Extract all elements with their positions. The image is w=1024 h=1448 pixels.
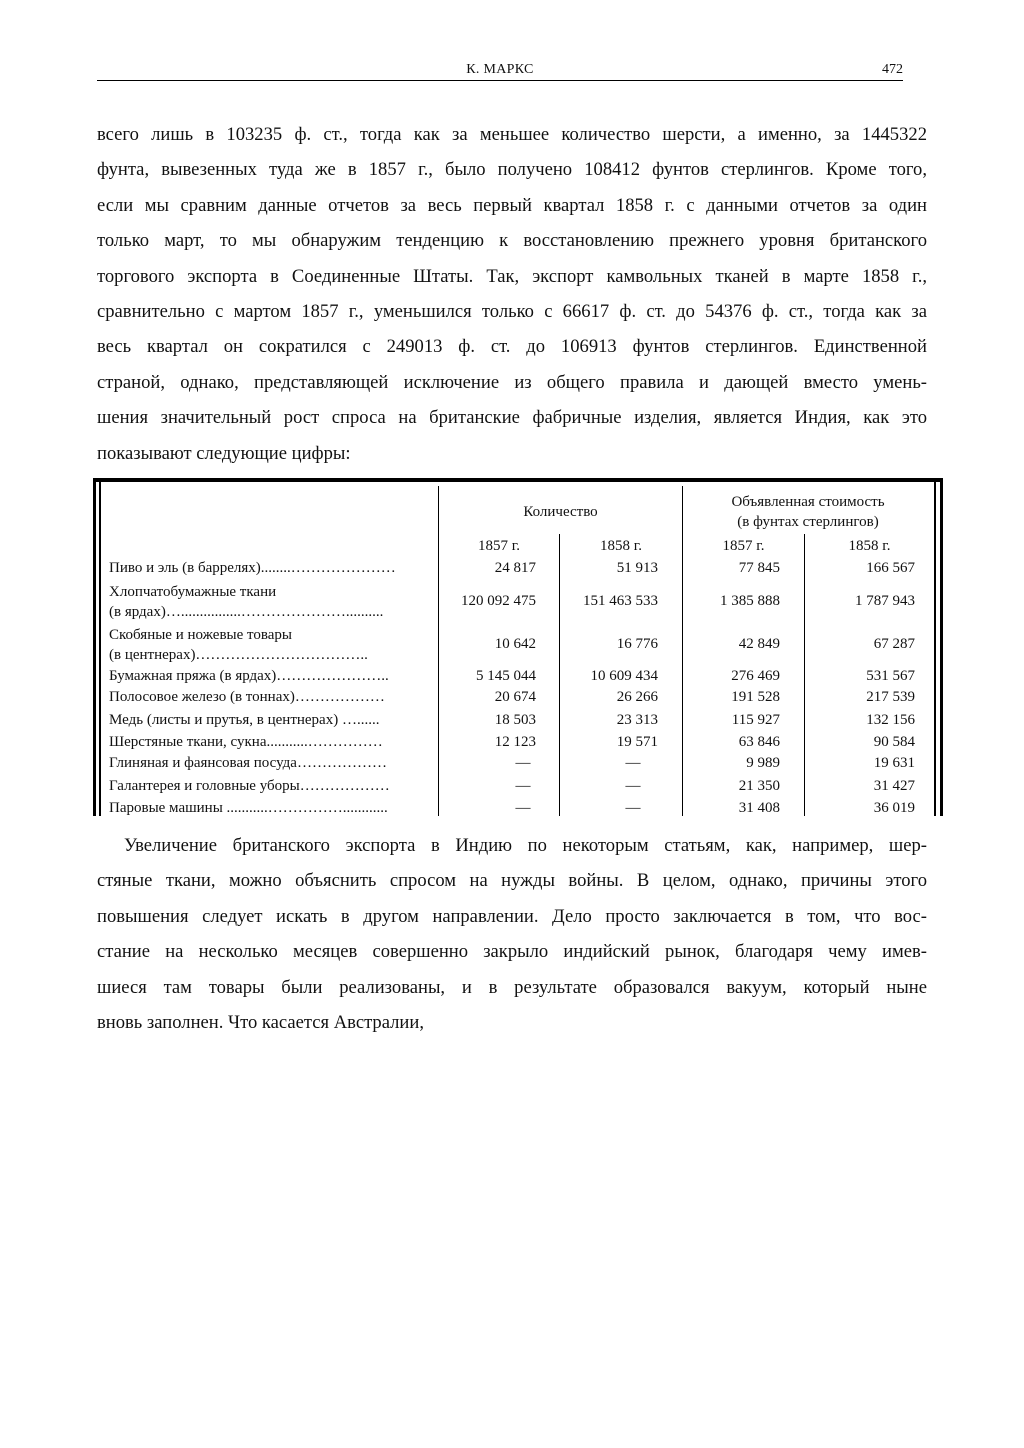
year-header: 1858 г. (600, 538, 642, 554)
text-line: если мы сравним данные отчетов за весь первый квартал 1858 г. с данными отчетов за один (97, 194, 927, 216)
table-row-label: Полосовое железо (в тоннах)……………… (109, 689, 385, 705)
table-row-label: Галантерея и головные уборы……………… (109, 778, 390, 794)
table-right-border (940, 482, 943, 816)
header-value-line2: (в фунтах стерлингов) (737, 514, 879, 530)
cell-value-1857: 21 350 (738, 778, 780, 794)
cell-value-1858: 531 567 (866, 668, 915, 684)
cell-value-1858: 132 156 (866, 712, 915, 728)
cell-value-1857: 31 408 (738, 800, 780, 816)
cell-value-1858: 19 631 (873, 755, 915, 771)
cell-value-1857: 77 845 (738, 560, 780, 576)
text-line: сравнительно с мартом 1857 г., уменьшился только с 66617 ф. ст. до 54376 ф. ст., тогда как за (97, 300, 927, 322)
text-line: всего лишь в 103235 ф. ст., тогда как за меньшее количество шерсти, а именно, за 1445322 (97, 124, 927, 145)
header-value-line1: Объявленная стоимость (731, 494, 885, 510)
cell-quantity-1857: 10 642 (494, 636, 536, 652)
text-line: торгового экспорта в Соединенные Штаты. Так, экспорт камвольных тканей в марте 1858 г., (97, 265, 927, 287)
cell-quantity-1857: 18 503 (494, 712, 536, 728)
cell-value-1857: 1 385 888 (720, 593, 780, 609)
table-row-label: Медь (листы и прутья, в центнерах) …...... (109, 712, 380, 728)
cell-value-1858: 31 427 (873, 778, 915, 794)
paragraph-2 (97, 828, 927, 1040)
cell-quantity-1858: — (625, 800, 641, 816)
cell-value-1858: 36 019 (873, 800, 915, 816)
cell-value-1858: 90 584 (873, 734, 915, 750)
cell-value-1857: 115 927 (731, 712, 780, 728)
text-line: повышения следует искать в другом направлении. Дело просто заключается в том, что вос- (97, 905, 927, 927)
cell-quantity-1858: 19 571 (616, 734, 658, 750)
cell-quantity-1858: — (625, 755, 641, 771)
year-header: 1858 г. (848, 538, 891, 554)
cell-quantity-1857: 12 123 (494, 734, 536, 750)
cell-quantity-1858: 16 776 (616, 636, 658, 652)
table-row-label: Бумажная пряжа (в ярдах)………………….. (109, 668, 389, 684)
table-row-label: Пиво и эль (в баррелях)........………………… (109, 560, 396, 576)
cell-value-1857: 9 989 (746, 755, 780, 771)
text-line: стяные ткани, можно объяснить спросом на нужды войны. В целом, однако, причины этого (97, 870, 927, 892)
paragraph-1 (97, 117, 927, 471)
cell-quantity-1857: — (515, 800, 531, 816)
cell-quantity-1857: 24 817 (494, 560, 536, 576)
cell-quantity-1858: 23 313 (616, 712, 658, 728)
running-header (97, 60, 903, 81)
table-left-border-inner (99, 482, 101, 816)
text-line: стание на несколько месяцев совершенно закрыло индийский рынок, благодаря чему имев- (97, 941, 927, 963)
cell-value-1857: 191 528 (731, 689, 780, 705)
page-number: 472 (882, 62, 903, 77)
table-row-label: Глиняная и фаянсовая посуда……………… (109, 755, 387, 771)
cell-quantity-1858: 10 609 434 (590, 668, 658, 684)
text-line: вновь заполнен. Что касается Австралии, (97, 1011, 424, 1033)
text-line: только март, то мы обнаружим тенденцию к восстановлению прежнего уровня британского (97, 230, 927, 252)
year-header: 1857 г. (478, 538, 520, 554)
cell-quantity-1857: — (515, 755, 531, 771)
text-line: весь квартал он сократился с 249013 ф. ст. до 106913 фунтов стерлингов. Единственной (97, 336, 927, 358)
cell-value-1858: 166 567 (866, 560, 915, 576)
cell-quantity-1858: 151 463 533 (583, 593, 658, 609)
cell-quantity-1857: — (515, 778, 531, 794)
cell-value-1858: 1 787 943 (855, 593, 915, 609)
cell-value-1857: 42 849 (738, 636, 780, 652)
text-line: шения значительный рост спроса на британские фабричные изделия, является Индия, как это (97, 407, 927, 429)
cell-value-1857: 63 846 (738, 734, 780, 750)
text-line: страной, однако, представляющей исключение из общего правила и дающей вместо умень- (97, 371, 927, 393)
table-left-border (93, 482, 96, 816)
cell-value-1857: 276 469 (731, 668, 780, 684)
exports-table (93, 478, 943, 820)
text-line: Увеличение британского экспорта в Индию по некоторым статьям, как, например, шер- (124, 835, 927, 856)
table-row-label: Паровые машины ...........……………............ (109, 800, 388, 816)
table-right-border-inner (934, 482, 936, 816)
header-quantity: Количество (523, 504, 598, 520)
text-line: показывают следующие цифры: (97, 442, 351, 464)
running-title: К. МАРКС (466, 62, 534, 77)
cell-quantity-1857: 120 092 475 (461, 593, 536, 609)
cell-value-1858: 67 287 (873, 636, 915, 652)
cell-quantity-1858: 26 266 (616, 689, 658, 705)
cell-quantity-1858: 51 913 (616, 560, 658, 576)
year-header: 1857 г. (722, 538, 765, 554)
table-row-label: Хлопчатобумажные ткани (в ярдах)…................………………….......... (109, 584, 384, 620)
table-row-label: Скобяные и ножевые товары (в центнерах)…………………………….. (109, 627, 368, 663)
cell-quantity-1857: 5 145 044 (476, 668, 536, 684)
table-row-label: Шерстяные ткани, сукна...........…………… (109, 734, 383, 750)
text-line: фунта, вывезенных туда же в 1857 г., было получено 108412 фунтов стерлингов. Кроме того, (97, 159, 927, 181)
cell-quantity-1858: — (625, 778, 641, 794)
text-line: шиеся там товары были реализованы, и в результате образовался вакуум, который ныне (97, 976, 927, 998)
cell-quantity-1857: 20 674 (494, 689, 536, 705)
cell-value-1858: 217 539 (866, 689, 915, 705)
